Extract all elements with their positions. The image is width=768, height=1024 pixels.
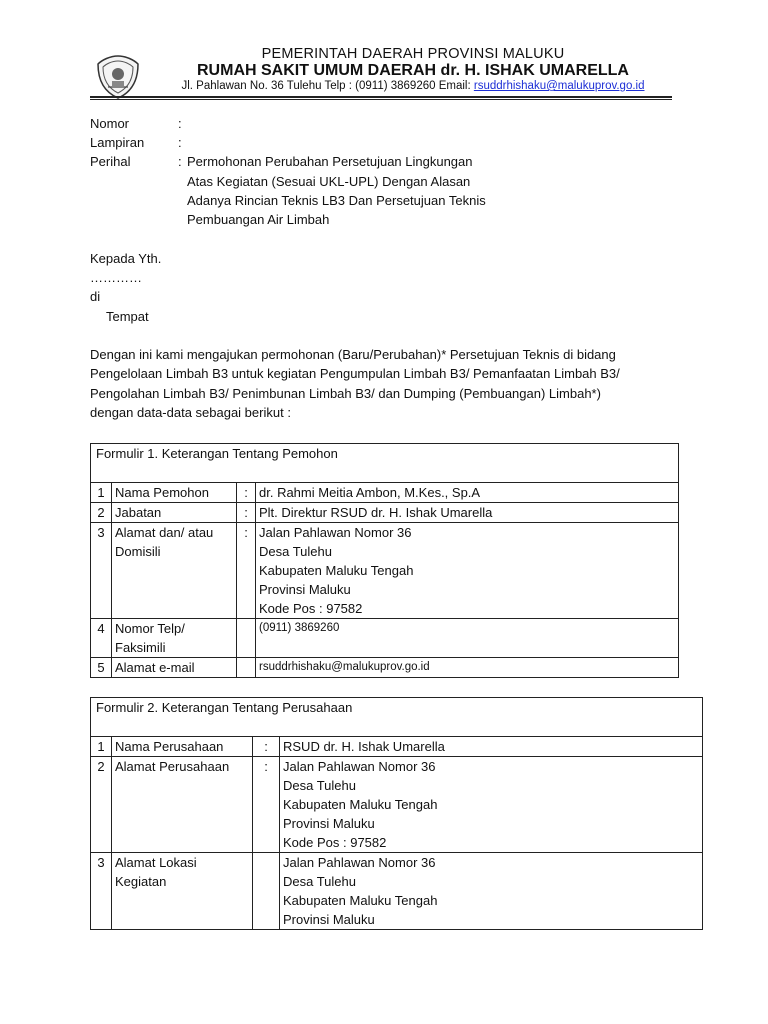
row-colon — [237, 658, 256, 678]
row-label: Alamat Lokasi Kegiatan — [112, 853, 253, 930]
row-label: Nomor Telp/ Faksimili — [112, 619, 237, 658]
perihal-colon: : — [178, 154, 182, 169]
perihal-label: Perihal — [90, 154, 131, 169]
row-label: Alamat Perusahaan — [112, 757, 253, 853]
address-text: Jl. Pahlawan No. 36 Tulehu Telp : (0911) 3869260 Email: — [181, 80, 474, 92]
letterhead-address — [148, 80, 678, 92]
form2-table — [90, 697, 703, 930]
perihal-line: Permohonan Perubahan Persetujuan Lingkungan — [187, 154, 473, 169]
table-row — [91, 483, 679, 503]
letterhead-government: PEMERINTAH DAERAH PROVINSI MALUKU — [261, 46, 565, 62]
row-label: Nama Pemohon — [112, 483, 237, 503]
row-label: Jabatan — [112, 503, 237, 523]
row-number: 2 — [91, 503, 112, 523]
body-line: Dengan ini kami mengajukan permohonan (Baru/Perubahan)* Persetujuan Teknis di bidang — [90, 347, 616, 362]
row-value: Jalan Pahlawan Nomor 36 Desa Tulehu Kabupaten Maluku Tengah Provinsi Maluku — [280, 853, 703, 930]
row-colon: : — [253, 737, 280, 757]
row-label: Alamat dan/ atau Domisili — [112, 523, 237, 619]
email-link[interactable]: rsuddrhishaku@malukuprov.go.id — [473, 80, 645, 92]
row-colon — [237, 619, 256, 658]
row-number: 3 — [91, 853, 112, 930]
body-line: Pengolahan Limbah B3/ Penimbunan Limbah B3/ dan Dumping (Pembuangan) Limbah*) — [90, 386, 601, 401]
header-divider-thin — [90, 99, 672, 100]
row-value: (0911) 3869260 — [256, 619, 679, 658]
row-value: Jalan Pahlawan Nomor 36 Desa Tulehu Kabupaten Maluku Tengah Provinsi Maluku Kode Pos : 97582 — [280, 757, 703, 853]
table-row — [91, 757, 703, 853]
form2-title: Formulir 2. Keterangan Tentang Perusahaan — [91, 698, 703, 737]
row-number: 5 — [91, 658, 112, 678]
row-colon: : — [237, 483, 256, 503]
body-line: dengan data-data sebagai berikut : — [90, 405, 291, 420]
row-value: Jalan Pahlawan Nomor 36 Desa Tulehu Kabupaten Maluku Tengah Provinsi Maluku Kode Pos : 97582 — [256, 523, 679, 619]
form1-title: Formulir 1. Keterangan Tentang Pemohon — [91, 444, 679, 483]
row-colon: : — [237, 523, 256, 619]
row-colon: : — [237, 503, 256, 523]
row-number: 1 — [91, 737, 112, 757]
header-divider-thick — [90, 96, 672, 98]
table-row — [91, 853, 703, 930]
table-row — [91, 503, 679, 523]
recipient-kepada: Kepada Yth. — [90, 251, 162, 266]
row-value: RSUD dr. H. Ishak Umarella — [280, 737, 703, 757]
row-colon — [253, 853, 280, 930]
perihal-line: Adanya Rincian Teknis LB3 Dan Persetujuan Teknis — [187, 193, 486, 208]
table-row — [91, 523, 679, 619]
row-value: rsuddrhishaku@malukuprov.go.id — [256, 658, 679, 678]
perihal-line: Pembuangan Air Limbah — [187, 212, 330, 227]
nomor-label: Nomor — [90, 116, 130, 131]
form1-table — [90, 443, 679, 678]
row-value: dr. Rahmi Meitia Ambon, M.Kes., Sp.A — [256, 483, 679, 503]
provincial-crest-icon — [96, 54, 140, 100]
row-value: Plt. Direktur RSUD dr. H. Ishak Umarella — [256, 503, 679, 523]
table-row — [91, 619, 679, 658]
letterhead-hospital-name: RUMAH SAKIT UMUM DAERAH dr. H. ISHAK UMARELLA — [197, 62, 629, 79]
body-line: Pengelolaan Limbah B3 untuk kegiatan Pengumpulan Limbah B3/ Pemanfaatan Limbah B3/ — [90, 366, 620, 381]
table-row — [91, 658, 679, 678]
recipient-dots: ………… — [90, 270, 142, 285]
row-number: 3 — [91, 523, 112, 619]
lampiran-colon: : — [178, 135, 182, 150]
recipient-di: di — [90, 289, 101, 304]
nomor-colon: : — [178, 116, 182, 131]
row-number: 2 — [91, 757, 112, 853]
row-number: 4 — [91, 619, 112, 658]
row-colon: : — [253, 757, 280, 853]
lampiran-label: Lampiran — [90, 135, 145, 150]
table-row — [91, 737, 703, 757]
recipient-tempat: Tempat — [106, 309, 149, 324]
row-label: Alamat e-mail — [112, 658, 237, 678]
row-number: 1 — [91, 483, 112, 503]
perihal-line: Atas Kegiatan (Sesuai UKL-UPL) Dengan Alasan — [187, 174, 471, 189]
row-label: Nama Perusahaan — [112, 737, 253, 757]
